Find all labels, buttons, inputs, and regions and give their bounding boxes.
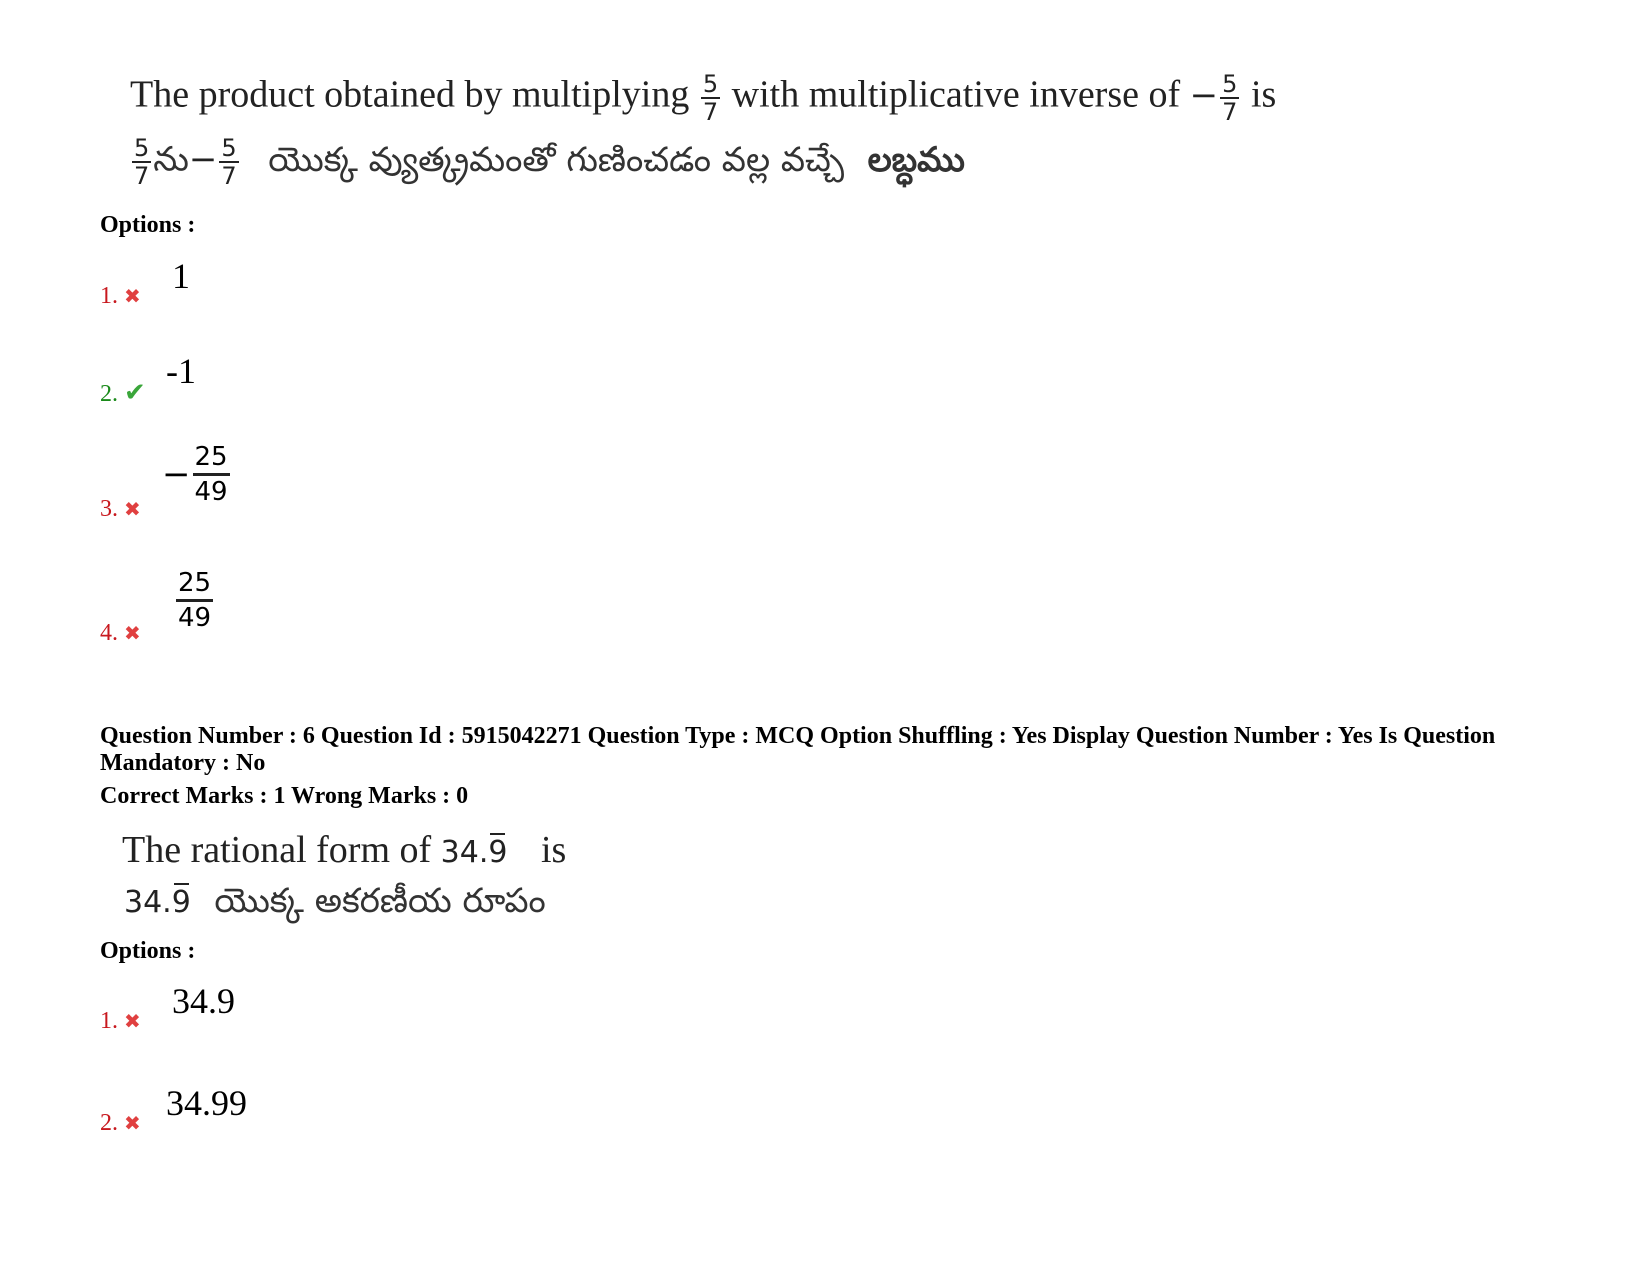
cross-icon: ✖	[124, 1009, 141, 1033]
q5-option-1	[100, 283, 141, 310]
q5-telugu-text-1: ను	[153, 139, 189, 180]
q6-option-1-value: 34.9	[172, 981, 235, 1021]
q5-option-3	[100, 496, 141, 523]
q5-telugu-text-2: యొక్క వ్యుత్క్రమంతో గుణించడం వల్ల వచ్చే	[268, 139, 845, 180]
option-number: 2.	[100, 1110, 118, 1136]
checkmark-icon: ✔	[124, 378, 146, 408]
q5-te-fraction-1: $\frac{5}{7}$	[134, 134, 150, 190]
q5-option-2	[100, 378, 146, 408]
q6-meta-line-2: Mandatory : No	[100, 750, 266, 776]
q6-telugu-text: యొక్క అకరణీయ రూపం	[214, 881, 546, 921]
q5-te-fraction-2: $\frac{5}{7}$	[221, 134, 237, 190]
q5-english-question	[130, 72, 1276, 124]
q6-marks-line: Correct Marks : 1 Wrong Marks : 0	[100, 783, 469, 809]
recurring-digit: 9	[488, 831, 507, 875]
negative-sign: −	[162, 454, 191, 495]
recurring-digit: 9	[172, 881, 191, 925]
q6-english-is: is	[540, 829, 567, 871]
q6-english-question	[122, 828, 566, 875]
option-number: 1.	[100, 1008, 118, 1034]
q6-option-2-value: 34.99	[166, 1083, 247, 1123]
cross-icon: ✖	[124, 1111, 141, 1135]
q6-telugu-question	[124, 878, 546, 925]
q5-english-text-1: The product obtained by multiplying	[130, 73, 690, 116]
option-number: 1.	[100, 283, 118, 309]
q6-meta-line-1: Question Number : 6 Question Id : 5915042271 Question Type : MCQ Option Shuffling : Yes Display Question Number : Yes Is Question	[100, 723, 1496, 749]
q6-recurring-number: 34.9	[441, 835, 508, 870]
q6-option-1	[100, 1008, 141, 1035]
q5-option-1-value: 1	[172, 256, 190, 296]
q5-negative-sign: −	[1189, 75, 1219, 116]
q5-option-3-value	[162, 442, 232, 507]
q5-option-4-value	[174, 568, 215, 633]
q6-te-recurring-number: 34.9	[124, 885, 191, 920]
cross-icon: ✖	[124, 284, 141, 308]
q6-english-text: The rational form of	[122, 829, 432, 871]
q6-options-label: Options :	[100, 938, 196, 964]
q5-telugu-text-3: లబ్ధము	[867, 139, 965, 180]
fraction-25-49: $\frac{25}{49}$	[178, 568, 212, 633]
option-number: 3.	[100, 496, 118, 522]
option-number: 2.	[100, 381, 118, 407]
q5-fraction-neg-five-sevenths: $\frac{5}{7}$	[1222, 70, 1238, 126]
option-number: 4.	[100, 620, 118, 646]
q5-english-text-2: with multiplicative inverse of	[731, 73, 1181, 116]
q6-option-2	[100, 1110, 141, 1137]
q5-english-text-3: is	[1250, 73, 1277, 116]
q5-option-4	[100, 620, 141, 647]
fraction-25-49: $\frac{25}{49}$	[194, 442, 228, 507]
q6-meta-block	[100, 723, 1550, 777]
cross-icon: ✖	[124, 497, 141, 521]
q5-telugu-question	[130, 136, 965, 188]
q5-option-2-value: -1	[166, 351, 196, 391]
cross-icon: ✖	[124, 621, 141, 645]
q5-options-label: Options :	[100, 212, 196, 238]
q5-te-minus: −	[188, 139, 218, 180]
q5-fraction-five-sevenths: $\frac{5}{7}$	[702, 70, 719, 126]
